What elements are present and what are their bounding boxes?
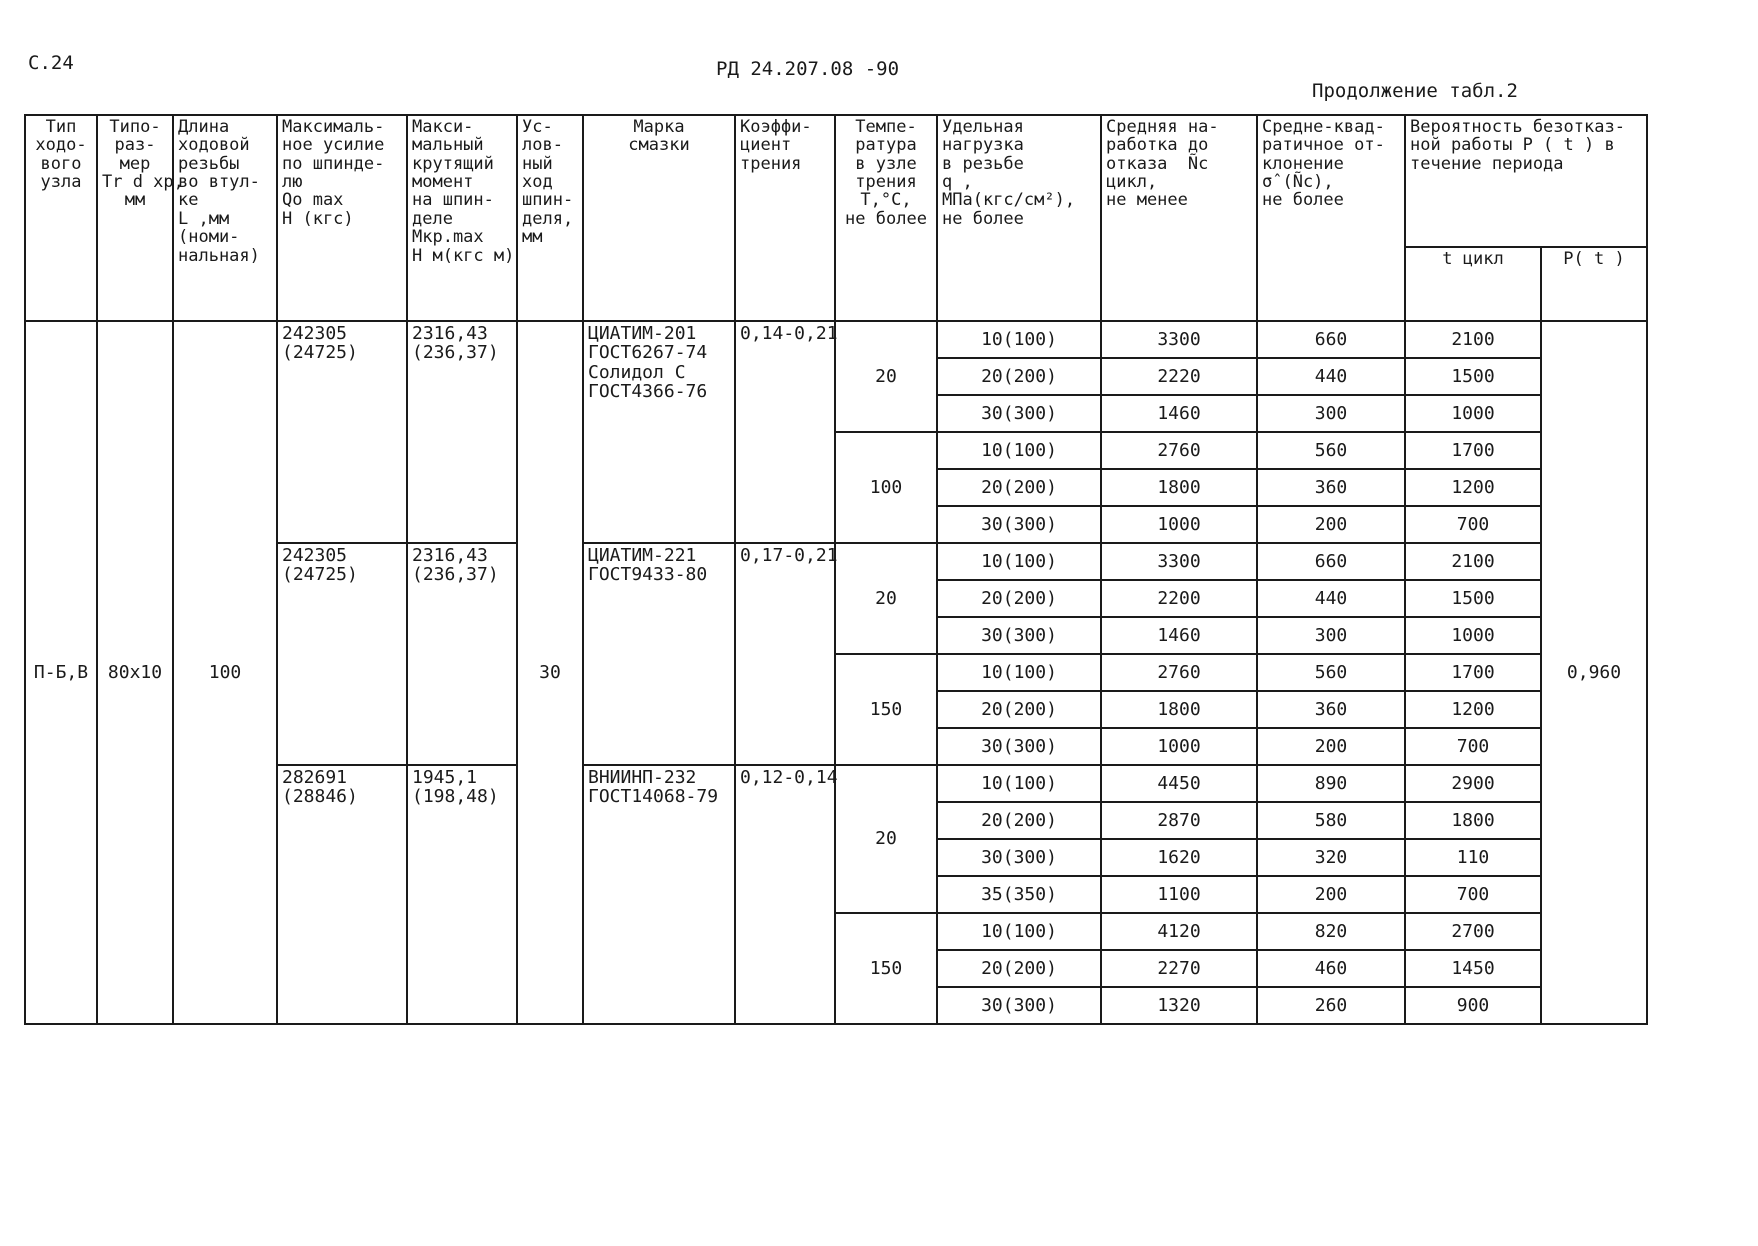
column-header-line: не более xyxy=(1262,190,1344,211)
mtbf-cell: 2200 xyxy=(1101,580,1257,617)
cycles-cell: 1500 xyxy=(1405,358,1541,395)
deviation-cell: 360 xyxy=(1257,469,1405,506)
column-header-line: (номи- xyxy=(178,227,240,248)
mtbf-cell: 3300 xyxy=(1101,543,1257,580)
column-header-line: не более xyxy=(845,208,927,229)
data-table xyxy=(24,114,1648,1025)
column-header-line: мальный xyxy=(412,135,484,156)
load-cell: 30(300) xyxy=(937,506,1101,543)
max-moment-cell: 2316,43 (236,37) xyxy=(407,321,517,543)
column-header-line: Tr d хр, xyxy=(102,172,184,193)
deviation-cell: 440 xyxy=(1257,580,1405,617)
column-header-line: ный xyxy=(522,153,553,174)
deviation-cell: 200 xyxy=(1257,506,1405,543)
deviation-cell: 460 xyxy=(1257,950,1405,987)
table-continuation-label: Продолжение табл.2 xyxy=(1312,80,1518,102)
column-subheader-cycles: t цикл xyxy=(1405,247,1541,321)
column-header-line: цикл, xyxy=(1106,172,1158,193)
column-header-9 xyxy=(937,115,1101,321)
cycles-cell: 2100 xyxy=(1405,543,1541,580)
mtbf-cell: 2760 xyxy=(1101,654,1257,691)
load-cell: 30(300) xyxy=(937,839,1101,876)
cycles-cell: 1800 xyxy=(1405,802,1541,839)
mtbf-cell: 2760 xyxy=(1101,432,1257,469)
column-header-4 xyxy=(407,115,517,321)
mtbf-cell: 1100 xyxy=(1101,876,1257,913)
cycles-cell: 110 xyxy=(1405,839,1541,876)
column-header-line: Тип xyxy=(45,117,77,137)
column-header-line: МПа(кгс/см²), xyxy=(942,190,1076,211)
mtbf-cell: 4450 xyxy=(1101,765,1257,802)
column-header-line: Ус- xyxy=(522,117,553,137)
column-header-line: циент xyxy=(740,135,792,156)
column-header-line: ное усилие xyxy=(282,135,385,156)
load-cell: 10(100) xyxy=(937,321,1101,358)
column-header-line: L ,мм xyxy=(178,208,230,229)
deviation-cell: 820 xyxy=(1257,913,1405,950)
cycles-cell: 1500 xyxy=(1405,580,1541,617)
load-cell: 10(100) xyxy=(937,543,1101,580)
page-number: С.24 xyxy=(28,52,74,74)
column-header-line: крутящий xyxy=(412,153,494,174)
column-header-line: Темпе- xyxy=(855,117,917,137)
temperature-cell: 20 xyxy=(835,765,937,913)
load-cell: 30(300) xyxy=(937,617,1101,654)
column-header-line: трения xyxy=(740,153,802,174)
column-header-line: резьбы xyxy=(178,153,240,174)
table-body xyxy=(25,321,1647,1024)
mtbf-cell: 2270 xyxy=(1101,950,1257,987)
column-header-line: Вероятность безотказ- xyxy=(1410,117,1625,137)
column-header-6 xyxy=(583,115,735,321)
load-cell: 30(300) xyxy=(937,728,1101,765)
load-cell: 35(350) xyxy=(937,876,1101,913)
friction-cell: 0,14-0,21 xyxy=(735,321,835,543)
column-header-line: Средняя на- xyxy=(1106,117,1219,137)
column-header-line: на шпин- xyxy=(412,190,494,211)
friction-cell: 0,12-0,14 xyxy=(735,765,835,1024)
max-force-cell: 242305 (24725) xyxy=(277,543,407,765)
column-header-line: не более xyxy=(942,208,1024,229)
max-moment-cell: 1945,1 (198,48) xyxy=(407,765,517,1024)
cycles-cell: 1200 xyxy=(1405,469,1541,506)
load-cell: 10(100) xyxy=(937,765,1101,802)
column-header-line: ной работы Р ( t ) в xyxy=(1410,135,1615,156)
column-header-line: трения xyxy=(855,172,917,193)
column-header-line: ходовой xyxy=(178,135,250,156)
column-header-line: по шпинде- xyxy=(282,153,385,174)
column-header-line: Марка xyxy=(633,117,685,137)
grease-cell: ЦИАТИМ-221 ГОСТ9433-80 xyxy=(583,543,735,765)
column-header-line: во втул- xyxy=(178,172,260,193)
column-header-line: Н м(кгс м) xyxy=(412,245,515,266)
column-header-line: мм xyxy=(124,190,146,211)
mtbf-cell: 1800 xyxy=(1101,691,1257,728)
cycles-cell: 2700 xyxy=(1405,913,1541,950)
column-header-10 xyxy=(1101,115,1257,321)
column-header-line: Удельная xyxy=(942,117,1024,137)
max-force-cell: 242305 (24725) xyxy=(277,321,407,543)
mtbf-cell: 3300 xyxy=(1101,321,1257,358)
column-header-7 xyxy=(735,115,835,321)
column-header-line: нальная) xyxy=(178,245,260,266)
column-header-1 xyxy=(97,115,184,321)
max-moment-cell: 2316,43 (236,37) xyxy=(407,543,517,765)
cycles-cell: 2900 xyxy=(1405,765,1541,802)
deviation-cell: 200 xyxy=(1257,876,1405,913)
column-header-line: мер xyxy=(119,153,151,174)
column-header-2 xyxy=(173,115,277,321)
deviation-cell: 560 xyxy=(1257,432,1405,469)
header-row xyxy=(25,115,1647,247)
cycles-cell: 1700 xyxy=(1405,432,1541,469)
document-code: РД 24.207.08 -90 xyxy=(716,58,900,80)
cycles-cell: 700 xyxy=(1405,876,1541,913)
deviation-cell: 320 xyxy=(1257,839,1405,876)
deviation-cell: 660 xyxy=(1257,321,1405,358)
column-header-line: деле xyxy=(412,208,453,229)
column-header-line: ходо- xyxy=(35,135,87,156)
column-header-3 xyxy=(277,115,407,321)
load-cell: 30(300) xyxy=(937,987,1101,1024)
column-header-line: раз- xyxy=(114,135,156,156)
column-header-line: мм xyxy=(522,227,543,248)
column-subheader-probability: Р( t ) xyxy=(1541,247,1647,321)
column-header-line: ход xyxy=(522,172,553,193)
cycles-cell: 900 xyxy=(1405,987,1541,1024)
column-header-line: смазки xyxy=(628,135,690,156)
cycles-cell: 1700 xyxy=(1405,654,1541,691)
cycles-cell: 1000 xyxy=(1405,395,1541,432)
deviation-cell: 260 xyxy=(1257,987,1405,1024)
cycles-cell: 1000 xyxy=(1405,617,1541,654)
deviation-cell: 300 xyxy=(1257,395,1405,432)
column-header-line: деля, xyxy=(522,208,574,229)
deviation-cell: 660 xyxy=(1257,543,1405,580)
column-header-line: не менее xyxy=(1106,190,1188,211)
cycles-cell: 1200 xyxy=(1405,691,1541,728)
column-header-line: Мкр.max xyxy=(412,227,484,248)
thread-length-cell: 100 xyxy=(173,321,277,1024)
column-header-line: течение периода xyxy=(1410,153,1564,174)
column-header-line: Длина xyxy=(178,117,230,137)
table-header xyxy=(25,115,1647,321)
temperature-cell: 100 xyxy=(835,432,937,543)
load-cell: 10(100) xyxy=(937,913,1101,950)
mtbf-cell: 2220 xyxy=(1101,358,1257,395)
size-cell: 80х10 xyxy=(97,321,173,1024)
mtbf-cell: 1460 xyxy=(1101,617,1257,654)
deviation-cell: 360 xyxy=(1257,691,1405,728)
column-header-line: вого xyxy=(40,153,82,174)
cycles-cell: 2100 xyxy=(1405,321,1541,358)
load-cell: 20(200) xyxy=(937,802,1101,839)
deviation-cell: 200 xyxy=(1257,728,1405,765)
deviation-cell: 580 xyxy=(1257,802,1405,839)
column-header-0 xyxy=(25,115,97,321)
mtbf-cell: 2870 xyxy=(1101,802,1257,839)
column-header-line: T,°С, xyxy=(860,190,912,211)
load-cell: 30(300) xyxy=(937,395,1101,432)
grease-cell: ВНИИНП-232 ГОСТ14068-79 xyxy=(583,765,735,1024)
column-header-8 xyxy=(835,115,937,321)
cycles-cell: 700 xyxy=(1405,506,1541,543)
column-header-line: ке xyxy=(178,190,199,211)
column-header-line: в узле xyxy=(855,153,917,174)
mtbf-cell: 1000 xyxy=(1101,506,1257,543)
column-header-line: ратура xyxy=(855,135,917,156)
deviation-cell: 890 xyxy=(1257,765,1405,802)
deviation-cell: 300 xyxy=(1257,617,1405,654)
mtbf-cell: 1460 xyxy=(1101,395,1257,432)
column-header-line: Макси- xyxy=(412,117,474,137)
mtbf-cell: 1000 xyxy=(1101,728,1257,765)
mtbf-cell: 4120 xyxy=(1101,913,1257,950)
column-header-line: нагрузка xyxy=(942,135,1024,156)
load-cell: 20(200) xyxy=(937,580,1101,617)
column-header-line: Максималь- xyxy=(282,117,385,137)
load-cell: 10(100) xyxy=(937,654,1101,691)
mtbf-cell: 1320 xyxy=(1101,987,1257,1024)
load-cell: 20(200) xyxy=(937,469,1101,506)
column-header-line: клонение xyxy=(1262,153,1344,174)
column-header-line: узла xyxy=(40,172,82,193)
friction-cell: 0,17-0,21 xyxy=(735,543,835,765)
temperature-cell: 150 xyxy=(835,654,937,765)
column-header-line: шпин- xyxy=(522,190,574,211)
cycles-cell: 1450 xyxy=(1405,950,1541,987)
node-type-cell: П-Б,В xyxy=(25,321,97,1024)
temperature-cell: 20 xyxy=(835,321,937,432)
mtbf-cell: 1620 xyxy=(1101,839,1257,876)
probability-cell: 0,960 xyxy=(1541,321,1647,1024)
column-header-line: в резьбе xyxy=(942,153,1024,174)
column-header-line: q , xyxy=(942,172,973,193)
column-header-line: Коэффи- xyxy=(740,117,812,137)
deviation-cell: 560 xyxy=(1257,654,1405,691)
column-header-5 xyxy=(517,115,583,321)
column-header-11 xyxy=(1257,115,1405,321)
grease-cell: ЦИАТИМ-201 ГОСТ6267-74 Солидол С ГОСТ4366-76 xyxy=(583,321,735,543)
column-header-line: лю xyxy=(282,172,303,193)
column-header-line: Н (кгс) xyxy=(282,208,354,229)
column-header-line: ратичное от- xyxy=(1262,135,1385,156)
column-header-line: Типо- xyxy=(109,117,161,137)
table-row xyxy=(25,321,1647,358)
load-cell: 20(200) xyxy=(937,358,1101,395)
column-header-line: работка до xyxy=(1106,135,1209,156)
temperature-cell: 150 xyxy=(835,913,937,1024)
cycles-cell: 700 xyxy=(1405,728,1541,765)
temperature-cell: 20 xyxy=(835,543,937,654)
load-cell: 20(200) xyxy=(937,950,1101,987)
column-header-line: Qo max xyxy=(282,190,344,211)
stroke-cell: 30 xyxy=(517,321,583,1024)
column-header-line: σ̂ (Ñc), xyxy=(1262,172,1334,193)
max-force-cell: 282691 (28846) xyxy=(277,765,407,1024)
column-header-line: Средне-квад- xyxy=(1262,117,1385,137)
mtbf-cell: 1800 xyxy=(1101,469,1257,506)
load-cell: 20(200) xyxy=(937,691,1101,728)
column-header-line: лов- xyxy=(522,135,563,156)
column-header-line: отказа Ñc xyxy=(1106,153,1209,174)
column-header-12 xyxy=(1405,115,1647,247)
deviation-cell: 440 xyxy=(1257,358,1405,395)
column-header-line: момент xyxy=(412,172,474,193)
load-cell: 10(100) xyxy=(937,432,1101,469)
